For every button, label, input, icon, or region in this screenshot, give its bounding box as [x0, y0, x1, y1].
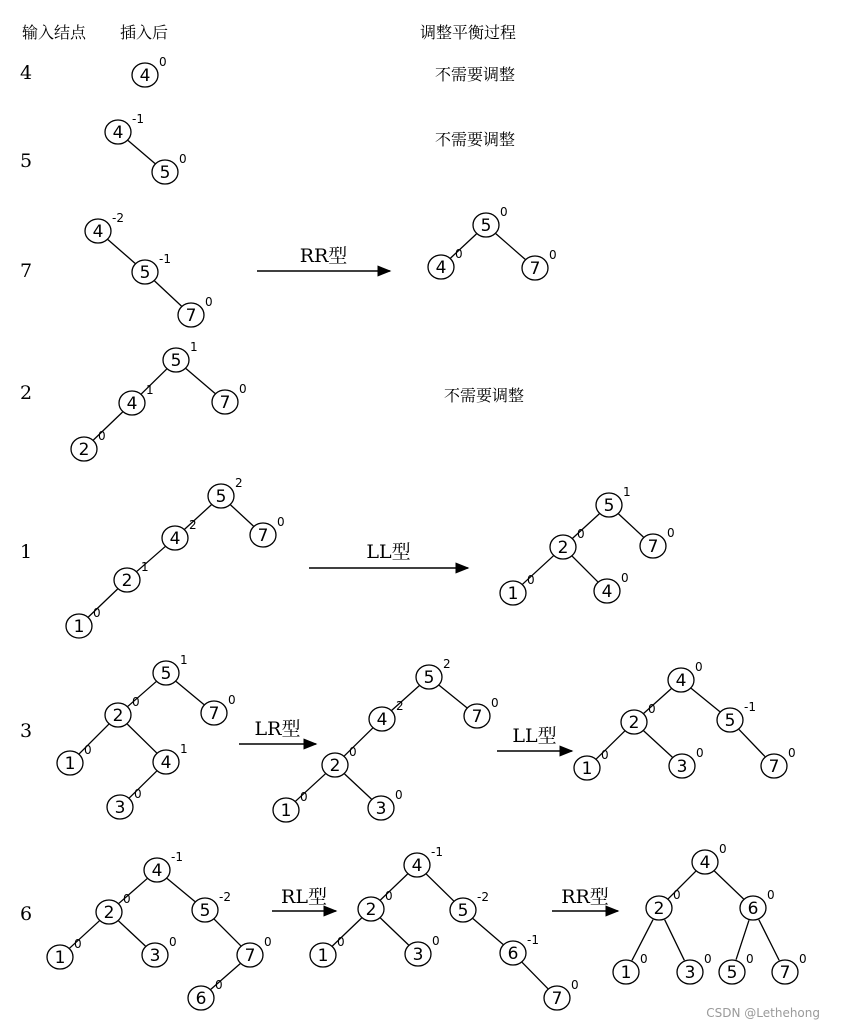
tree-edge	[572, 556, 598, 582]
balance-factor: 2	[189, 518, 197, 532]
tree-after-rotation-1	[310, 845, 579, 1010]
tree-node-4	[119, 383, 154, 415]
node-key: 2	[121, 571, 133, 591]
node-key: 3	[412, 945, 424, 965]
node-key: 2	[365, 900, 377, 920]
balance-factor: 0	[93, 606, 101, 620]
rotation-type-label: RR型	[299, 245, 348, 267]
node-key: 4	[601, 582, 613, 602]
tree-node-7	[464, 696, 499, 728]
tree-node-4	[153, 742, 188, 774]
balance-factor: 0	[132, 695, 140, 709]
node-key: 4	[376, 710, 388, 730]
tree-node-7	[178, 295, 213, 327]
node-key: 1	[73, 617, 85, 637]
balance-factor: -1	[744, 700, 756, 714]
no-adjust-note: 不需要调整	[434, 130, 516, 149]
balance-factor: 0	[395, 788, 403, 802]
balance-factor: 0	[123, 892, 131, 906]
tree-node-6	[500, 933, 539, 965]
balance-factor: 0	[239, 382, 247, 396]
tree-node-3	[669, 746, 704, 778]
step-7	[20, 205, 557, 327]
tree-node-6	[740, 888, 775, 920]
tree-node-7	[212, 382, 247, 414]
balance-factor: 0	[74, 937, 82, 951]
tree-edge	[644, 731, 673, 757]
balance-factor: 0	[264, 935, 272, 949]
tree-node-4	[668, 660, 703, 692]
balance-factor: 0	[601, 748, 609, 762]
node-key: 4	[411, 856, 423, 876]
header-adjust-process: 调整平衡过程	[420, 23, 517, 42]
node-key: 2	[628, 713, 640, 733]
tree-node-5	[596, 485, 631, 517]
balance-factor: 0	[767, 888, 775, 902]
node-key: 1	[581, 759, 593, 779]
tree-node-7	[761, 746, 796, 778]
tree-node-4	[404, 845, 443, 877]
tree-after-insert	[47, 850, 272, 1010]
balance-factor: -2	[112, 211, 124, 225]
node-key: 1	[54, 948, 66, 968]
tree-node-4	[144, 850, 183, 882]
tree-edge	[473, 918, 503, 944]
node-key: 7	[471, 707, 483, 727]
balance-factor: 1	[623, 485, 631, 499]
balance-factor: 1	[180, 653, 188, 667]
node-key: 5	[139, 263, 151, 283]
node-key: 5	[159, 163, 171, 183]
balance-factor: 2	[396, 699, 404, 713]
tree-edge	[128, 140, 155, 163]
tree-node-4	[369, 699, 404, 731]
balance-factor: 2	[235, 476, 243, 490]
rotation-arrow	[257, 245, 390, 271]
rotation-arrow	[239, 718, 316, 744]
balance-factor: 1	[141, 560, 149, 574]
tree-node-1	[574, 748, 609, 780]
tree-node-5	[416, 657, 451, 689]
node-key: 7	[768, 757, 780, 777]
rotation-arrow	[552, 886, 618, 911]
step-6	[20, 842, 807, 1010]
tree-node-1	[57, 743, 92, 775]
rotation-arrow	[309, 541, 468, 568]
tree-node-2	[322, 745, 357, 777]
no-adjust-note: 不需要调整	[434, 65, 516, 84]
balance-factor: 0	[673, 888, 681, 902]
balance-factor: 0	[704, 952, 712, 966]
node-key: 5	[603, 496, 615, 516]
balance-factor: 0	[719, 842, 727, 856]
balance-factor: 0	[640, 952, 648, 966]
tree-after-insert	[85, 211, 213, 327]
node-key: 2	[653, 899, 665, 919]
node-key: 5	[724, 711, 736, 731]
tree-node-2	[71, 429, 106, 461]
node-key: 5	[160, 664, 172, 684]
node-key: 5	[480, 216, 492, 236]
node-key: 2	[112, 706, 124, 726]
step-4	[20, 55, 515, 87]
node-key: 7	[185, 306, 197, 326]
balance-factor: 0	[696, 746, 704, 760]
tree-after-rotation-1	[273, 657, 499, 822]
tree-after-insert	[57, 653, 236, 819]
tree-edge	[619, 514, 644, 537]
tree-node-7	[522, 248, 557, 280]
node-key: 5	[215, 487, 227, 507]
tree-after-insert	[66, 476, 285, 638]
node-key: 5	[423, 668, 435, 688]
tree-node-6	[188, 978, 223, 1010]
balance-factor: 1	[180, 742, 188, 756]
header-input-node: 输入结点	[22, 23, 87, 42]
tree-edge	[108, 240, 135, 264]
node-key: 4	[112, 123, 124, 143]
balance-factor: 0	[84, 743, 92, 757]
balance-factor: 0	[169, 935, 177, 949]
balance-factor: -1	[431, 845, 443, 859]
tree-node-3	[107, 787, 142, 819]
tree-node-5	[717, 700, 756, 732]
node-key: 6	[507, 944, 519, 964]
balance-factor: 1	[146, 383, 154, 397]
tree-after-insert	[132, 55, 167, 87]
balance-factor: -1	[132, 112, 144, 126]
node-key: 2	[557, 538, 569, 558]
tree-edge	[665, 920, 685, 961]
node-key: 4	[435, 258, 447, 278]
tree-node-1	[613, 952, 648, 984]
tree-edge	[759, 920, 779, 961]
tree-after-insert	[71, 340, 247, 461]
node-key: 7	[779, 963, 791, 983]
rotation-arrow	[272, 886, 336, 911]
step-1	[20, 476, 675, 638]
balance-factor: 0	[648, 702, 656, 716]
tree-node-7	[640, 526, 675, 558]
node-key: 6	[747, 899, 759, 919]
balance-factor: 0	[300, 790, 308, 804]
node-key: 1	[64, 754, 76, 774]
tree-edge	[176, 681, 204, 704]
tree-node-2	[621, 702, 656, 734]
input-node-label: 7	[20, 260, 33, 282]
tree-edge	[214, 919, 241, 946]
input-node-label: 6	[20, 903, 33, 925]
tree-node-4	[692, 842, 727, 874]
rotation-type-label: LR型	[254, 718, 301, 740]
tree-edge	[118, 921, 145, 946]
tree-edge	[439, 685, 467, 708]
tree-edge	[186, 368, 215, 393]
balance-factor: 0	[667, 526, 675, 540]
balance-factor: 0	[98, 429, 106, 443]
node-key: 2	[78, 440, 90, 460]
tree-node-5	[450, 890, 489, 922]
rotation-type-label: RL型	[281, 886, 327, 908]
balance-factor: 0	[432, 934, 440, 948]
tree-node-2	[646, 888, 681, 920]
tree-node-4	[428, 247, 463, 279]
tree-node-2	[114, 560, 149, 592]
node-key: 1	[620, 963, 632, 983]
balance-factor: 0	[215, 978, 223, 992]
balance-factor: 0	[455, 247, 463, 261]
node-key: 5	[457, 901, 469, 921]
tree-node-2	[105, 695, 140, 727]
balance-factor: 0	[695, 660, 703, 674]
tree-edge	[344, 774, 371, 799]
balance-factor: 0	[179, 152, 187, 166]
tree-node-5	[152, 152, 187, 184]
tree-node-4	[594, 571, 629, 603]
balance-factor: 0	[134, 787, 142, 801]
balance-factor: 0	[159, 55, 167, 69]
node-key: 1	[280, 801, 292, 821]
node-key: 3	[149, 946, 161, 966]
steps	[20, 55, 807, 1010]
tree-node-5	[132, 252, 171, 284]
balance-factor: -1	[159, 252, 171, 266]
tree-node-1	[500, 573, 535, 605]
tree-node-4	[85, 211, 124, 243]
tree-node-5	[473, 205, 508, 237]
tree-edge	[426, 874, 453, 901]
watermark: CSDN @Lethehong	[706, 1006, 820, 1020]
balance-factor: 0	[500, 205, 508, 219]
input-node-label: 2	[20, 382, 33, 404]
balance-factor: -1	[171, 850, 183, 864]
node-key: 7	[219, 393, 231, 413]
balance-factor: 0	[577, 527, 585, 541]
tree-node-2	[550, 527, 585, 559]
tree-edge	[496, 234, 525, 260]
tree-after-insert	[105, 112, 187, 184]
balance-factor: 2	[443, 657, 451, 671]
node-key: 2	[329, 756, 341, 776]
balance-factor: 0	[205, 295, 213, 309]
tree-node-1	[66, 606, 101, 638]
balance-factor: 1	[190, 340, 198, 354]
balance-factor: 0	[337, 935, 345, 949]
input-node-label: 1	[20, 541, 33, 563]
input-node-label: 3	[20, 720, 33, 742]
header-row	[22, 23, 516, 42]
step-2	[20, 340, 524, 461]
node-key: 3	[676, 757, 688, 777]
tree-after-rotation-2	[574, 660, 796, 780]
node-key: 3	[684, 963, 696, 983]
node-key: 4	[126, 394, 138, 414]
node-key: 4	[139, 66, 151, 86]
input-node-label: 4	[20, 62, 33, 84]
no-adjust-note: 不需要调整	[443, 386, 525, 405]
tree-edge	[380, 918, 408, 945]
node-key: 5	[170, 351, 182, 371]
balance-factor: 0	[788, 746, 796, 760]
header-after-insert: 插入后	[120, 23, 169, 42]
tree-node-3	[405, 934, 440, 966]
node-key: 3	[114, 798, 126, 818]
node-key: 4	[699, 853, 711, 873]
tree-node-2	[96, 892, 131, 924]
tree-after-rotation-1	[428, 205, 557, 280]
tree-node-1	[310, 935, 345, 967]
tree-after-rotation-2	[613, 842, 807, 984]
rotation-type-label: LL型	[366, 541, 411, 563]
node-key: 4	[675, 671, 687, 691]
balance-factor: 0	[277, 515, 285, 529]
balance-factor: 0	[527, 573, 535, 587]
tree-node-3	[142, 935, 177, 967]
balance-factor: 0	[385, 889, 393, 903]
tree-node-1	[47, 937, 82, 969]
balance-factor: 0	[228, 693, 236, 707]
node-key: 4	[160, 753, 172, 773]
node-key: 7	[244, 946, 256, 966]
node-key: 6	[195, 989, 207, 1009]
rotation-type-label: RR型	[561, 886, 609, 908]
tree-node-5	[153, 653, 188, 685]
step-3	[20, 653, 796, 822]
rotation-type-label: LL型	[512, 725, 557, 747]
input-node-label: 5	[20, 150, 33, 172]
tree-edge	[231, 505, 254, 526]
balance-factor: 0	[491, 696, 499, 710]
node-key: 4	[151, 861, 163, 881]
tree-node-4	[105, 112, 144, 144]
tree-edge	[739, 729, 765, 756]
tree-edge	[154, 281, 181, 306]
balance-factor: 0	[549, 248, 557, 262]
tree-node-4	[132, 55, 167, 87]
tree-node-3	[368, 788, 403, 820]
node-key: 1	[317, 946, 329, 966]
tree-node-7	[201, 693, 236, 725]
tree-node-4	[162, 518, 197, 550]
tree-node-5	[208, 476, 243, 508]
tree-edge	[522, 962, 548, 988]
node-key: 7	[529, 259, 541, 279]
tree-after-rotation-1	[500, 485, 675, 605]
rotation-arrow	[497, 725, 572, 751]
step-5	[20, 112, 515, 184]
balance-factor: -2	[477, 890, 489, 904]
tree-node-5	[192, 890, 231, 922]
balance-factor: 0	[621, 571, 629, 585]
balance-factor: -1	[527, 933, 539, 947]
node-key: 5	[199, 901, 211, 921]
node-key: 3	[375, 799, 387, 819]
tree-edge	[691, 688, 720, 712]
balance-factor: 0	[799, 952, 807, 966]
balance-factor: 0	[571, 978, 579, 992]
tree-edge	[714, 871, 743, 899]
balance-factor: 0	[746, 952, 754, 966]
tree-node-2	[358, 889, 393, 921]
node-key: 7	[647, 537, 659, 557]
node-key: 5	[726, 963, 738, 983]
balance-factor: -2	[219, 890, 231, 904]
node-key: 7	[257, 526, 269, 546]
node-key: 7	[208, 704, 220, 724]
tree-node-7	[544, 978, 579, 1010]
node-key: 7	[551, 989, 563, 1009]
tree-node-7	[250, 515, 285, 547]
balance-factor: 0	[349, 745, 357, 759]
tree-node-1	[273, 790, 308, 822]
tree-node-5	[163, 340, 198, 372]
node-key: 2	[103, 903, 115, 923]
tree-edge	[167, 878, 195, 901]
tree-node-7	[237, 935, 272, 967]
node-key: 4	[92, 222, 104, 242]
node-key: 1	[507, 584, 519, 604]
node-key: 4	[169, 529, 181, 549]
tree-edge	[127, 724, 156, 753]
